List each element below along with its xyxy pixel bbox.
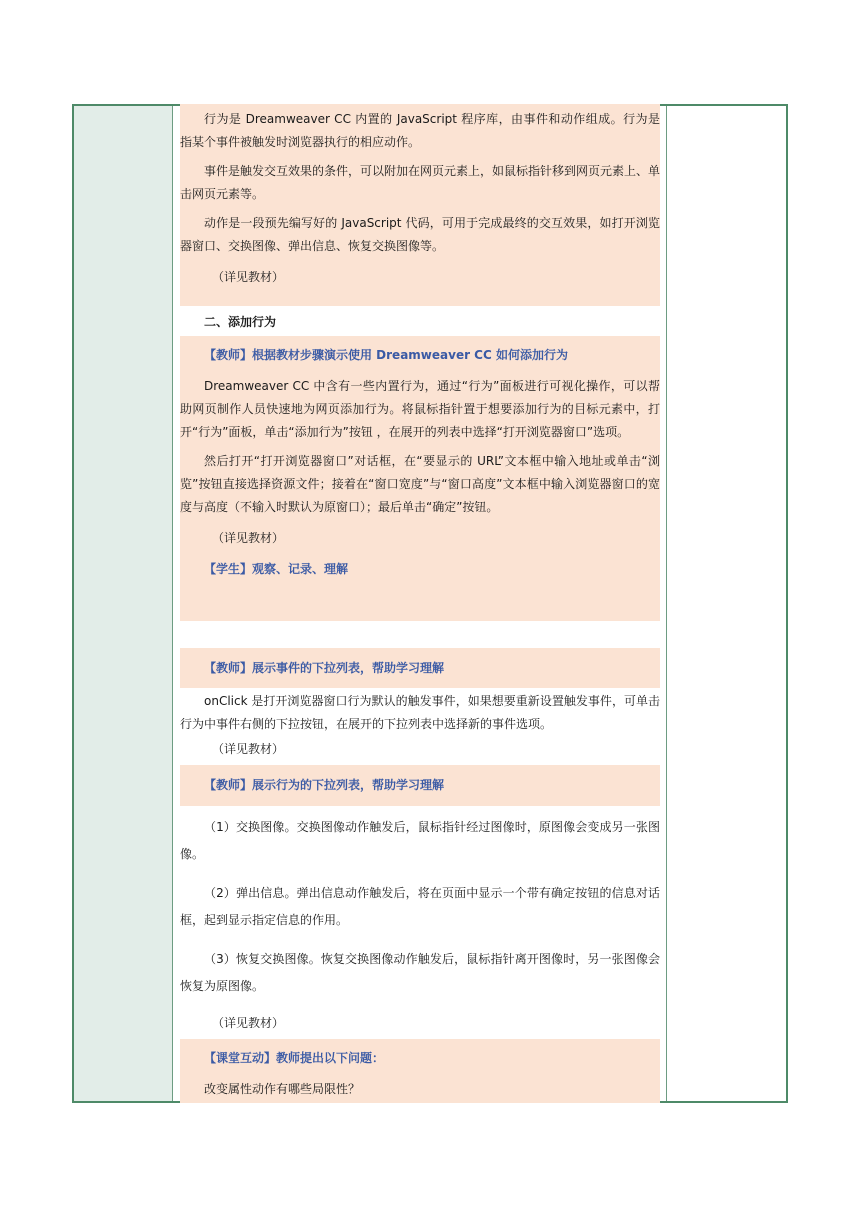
right-column (666, 106, 786, 1101)
paragraph-onclick: onClick 是打开浏览器窗口行为默认的触发事件，如果想要重新设置触发事件，可单击行为中事件右侧的下拉按钮，在展开的下拉列表中选择新的事件选项。 (180, 694, 660, 731)
question-text: 改变属性动作有哪些局限性？ (204, 1082, 361, 1096)
teacher-label: 【教师】展示事件的下拉列表，帮助学习理解 (204, 661, 445, 675)
section-heading-block (180, 306, 660, 336)
paragraph-behavior: 行为是 Dreamweaver CC 内置的 JavaScript 程序库，由事件和动作组成。行为是指某个事件被触发时浏览器执行的相应动作。 (180, 112, 660, 149)
paragraph-action: 动作是一段预先编写好的 JavaScript 代码，可用于完成最终的交互效果，如打开浏览器窗口、交换图像、弹出信息、恢复交换图像等。 (180, 216, 660, 253)
paragraph-builtin-behaviors: Dreamweaver CC 中含有一些内置行为，通过“行为”面板进行可视化操作，可以帮助网页制作人员快速地为网页添加行为。将鼠标指针置于想要添加行为的目标元素中，打开“行为”面板，单击“添加行为”按钮 ，在展开的列表中选择“打开浏览器窗口”选项。 (180, 379, 660, 439)
main-content (180, 104, 660, 1103)
definition-block (180, 104, 660, 306)
add-behavior-block (180, 336, 660, 621)
reference-note: （详见教材） (212, 531, 285, 545)
action-list-block (180, 806, 660, 1035)
list-item-swap-image: （1）交换图像。交换图像动作触发后，鼠标指针经过图像时，原图像会变成另一张图像。 (180, 820, 660, 861)
left-column (74, 106, 173, 1101)
list-item-restore-image: （3）恢复交换图像。恢复交换图像动作触发后，鼠标指针离开图像时，另一张图像会恢复为原图像。 (180, 952, 660, 993)
teacher-label: 【教师】展示行为的下拉列表，帮助学习理解 (204, 778, 445, 792)
interaction-block (180, 1039, 660, 1103)
teacher-label-row (180, 648, 660, 688)
teacher-label-row (180, 765, 660, 806)
reference-note: （详见教材） (212, 1016, 285, 1030)
teacher-label: 【教师】根据教材步骤演示使用 Dreamweaver CC 如何添加行为 (204, 348, 568, 362)
paragraph-event: 事件是触发交互效果的条件，可以附加在网页元素上，如鼠标指针移到网页元素上、单击网页元素等。 (180, 164, 661, 201)
reference-note: （详见教材） (212, 742, 285, 756)
section-heading: 二、添加行为 (204, 315, 277, 329)
event-list-block (180, 688, 660, 761)
student-label: 【学生】观察、记录、理解 (204, 562, 349, 576)
reference-note: （详见教材） (212, 270, 285, 284)
interaction-label: 【课堂互动】教师提出以下问题： (204, 1051, 385, 1065)
paragraph-open-window: 然后打开“打开浏览器窗口”对话框，在“要显示的 URL”文本框中输入地址或单击“浏览”按钮直接选择资源文件；接着在“窗口宽度”与“窗口高度”文本框中输入浏览器窗口的宽度与高度（不输入时默认为原窗口）；最后单击“确定”按钮。 (180, 454, 660, 514)
list-item-popup-message: （2）弹出信息。弹出信息动作触发后，将在页面中显示一个带有确定按钮的信息对话框，起到显示指定信息的作用。 (180, 886, 660, 927)
